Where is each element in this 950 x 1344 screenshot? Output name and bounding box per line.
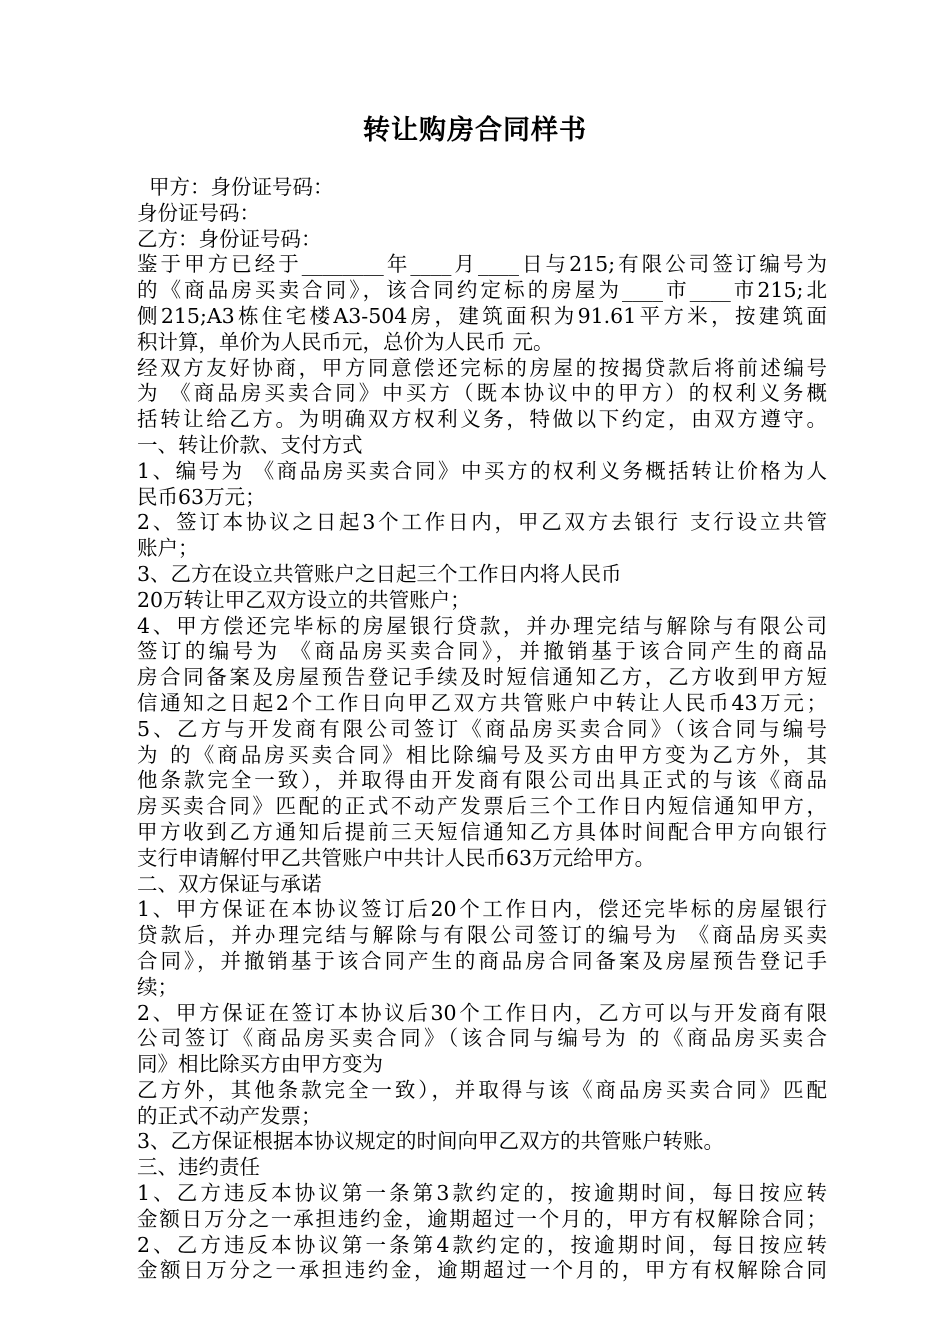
document-line: 积计算，单价为人民币元，总价为人民币 元。 <box>137 329 554 354</box>
document-line: 公司签订《商品房买卖合同》（该合同与编号为 的《商品房买卖合 <box>137 1026 827 1051</box>
document-line: 账户； <box>137 536 199 561</box>
document-line: 续； <box>137 974 178 999</box>
document-line: 4、甲方偿还完毕标的房屋银行贷款，并办理完结与解除与有限公司 <box>137 613 827 638</box>
document-line: 的正式不动产发票； <box>137 1103 322 1128</box>
document-line: 身份证号码： <box>137 200 260 225</box>
document-line: 乙方：身份证号码： <box>137 226 322 251</box>
document-line: 合同》，并撤销基于该合同产生的商品房合同备案及房屋预告登记手 <box>137 948 827 973</box>
document-line: 2、甲方保证在签订本协议后30个工作日内，乙方可以与开发商有限 <box>137 1000 827 1025</box>
document-line: 房买卖合同》匹配的正式不动产发票后三个工作日内短信通知甲方， <box>137 794 827 819</box>
document-line: 甲方：身份证号码： <box>149 175 334 199</box>
document-line: 甲方收到乙方通知后提前三天短信通知乙方具体时间配合甲方向银行 <box>137 819 827 844</box>
document-line: 3、乙方保证根据本协议规定的时间向甲乙双方的共管账户转账。 <box>137 1129 725 1154</box>
document-line: 三、违约责任 <box>137 1155 260 1180</box>
document-line: 二、双方保证与承诺 <box>137 871 322 896</box>
document-line: 房合同备案及房屋预告登记手续及时短信通知乙方，乙方收到甲方短 <box>137 665 827 690</box>
document-line: 鉴于甲方已经于________年____月____日与215;有限公司签订编号为 <box>137 252 827 277</box>
document-line: 支行申请解付甲乙共管账户中共计人民币63万元给甲方。 <box>137 845 656 870</box>
document-line: 1、乙方违反本协议第一条第3款约定的，按逾期时间，每日按应转 <box>137 1181 827 1206</box>
document-line: 2、乙方违反本协议第一条第4款约定的，按逾期时间，每日按应转 <box>137 1232 827 1257</box>
document-line: 括转让给乙方。为明确双方权利义务，特做以下约定，由双方遵守。 <box>137 407 827 432</box>
document-line: 1、甲方保证在本协议签订后20个工作日内，偿还完毕标的房屋银行 <box>137 897 827 922</box>
document-line: 同》相比除买方由甲方变为 <box>137 1052 383 1077</box>
document-line: 5、乙方与开发商有限公司签订《商品房买卖合同》（该合同与编号 <box>137 716 827 741</box>
document-line: 20万转让甲乙双方设立的共管账户； <box>137 587 471 612</box>
document-line: 金额日万分之一承担违约金，逾期超过一个月的，甲方有权解除合同； <box>137 1206 827 1231</box>
document-line: 3、乙方在设立共管账户之日起三个工作日内将人民币 <box>137 561 622 586</box>
document-line: 为 《商品房买卖合同》中买方（既本协议中的甲方）的权利义务概 <box>137 381 827 406</box>
document-line: 侧215;A3栋住宅楼A3-504房，建筑面积为91.61平方米，按建筑面 <box>137 303 827 328</box>
document-line: 2、签订本协议之日起3个工作日内，甲乙双方去银行 支行设立共管 <box>137 510 827 535</box>
document-line: 乙方外，其他条款完全一致），并取得与该《商品房买卖合同》匹配 <box>137 1077 827 1102</box>
document-title: 转让购房合同样书 <box>363 115 587 146</box>
document-line: 经双方友好协商，甲方同意偿还完标的房屋的按揭贷款后将前述编号 <box>137 355 827 380</box>
document-line: 为 的《商品房买卖合同》相比除编号及买方由甲方变为乙方外，其 <box>137 742 827 767</box>
document-line: 贷款后，并办理完结与解除与有限公司签订的编号为 《商品房买卖 <box>137 923 827 948</box>
document-line: 金额日万分之一承担违约金，逾期超过一个月的，甲方有权解除合同 <box>137 1258 827 1283</box>
document-line: 民币63万元； <box>137 484 266 509</box>
document-body <box>137 175 827 1284</box>
document-line: 一、转让价款、支付方式 <box>137 432 363 457</box>
document-line: 的《商品房买卖合同》，该合同约定标的房屋为____市____市215;北 <box>137 278 827 303</box>
document-line: 签订的编号为 《商品房买卖合同》，并撤销基于该合同产生的商品 <box>137 639 827 664</box>
document-line: 1、编号为 《商品房买卖合同》中买方的权利义务概括转让价格为人 <box>137 458 827 483</box>
document-line: 他条款完全一致），并取得由开发商有限公司出具正式的与该《商品 <box>137 768 827 793</box>
document-line: 信通知之日起2个工作日向甲乙双方共管账户中转让人民币43万元； <box>137 690 827 715</box>
